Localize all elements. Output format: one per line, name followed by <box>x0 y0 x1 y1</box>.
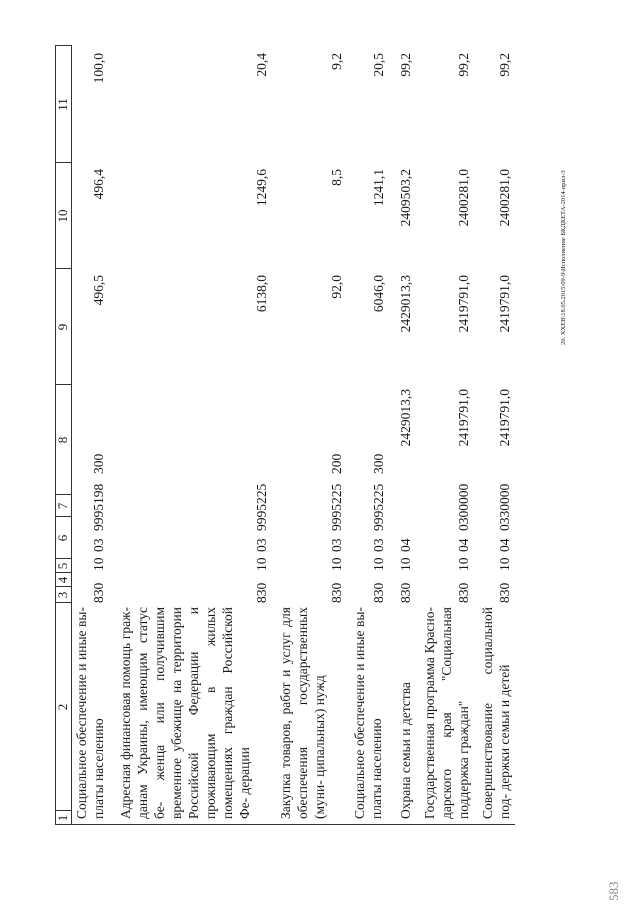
row-code-subsection: 03 <box>329 538 344 552</box>
row-code-subsection: 04 <box>497 538 512 552</box>
header-col-3: 3 <box>55 591 70 599</box>
row-code-grbs: 830 <box>371 582 386 603</box>
header-col-2: 2 <box>55 703 70 711</box>
row-value-col9: 2429013,3 <box>398 275 413 333</box>
row-value-col9: 92,0 <box>329 275 344 299</box>
header-col-5: 5 <box>55 562 70 570</box>
row-value-col10: 2400281,0 <box>497 169 512 227</box>
header-col-9: 9 <box>55 323 70 331</box>
row-value-col8: 2419791,0 <box>456 389 471 447</box>
row-code-grbs: 830 <box>497 582 512 603</box>
header-col-1: 1 <box>55 814 70 822</box>
row-description: Закупка товаров, работ и услуг для обеспечения государственных (муни- ципальных) нужд <box>278 607 327 819</box>
row-code-target: 0330000 <box>497 483 512 531</box>
row-value-col11: 20,5 <box>371 53 386 77</box>
row-code-target: 9995225 <box>329 483 344 531</box>
col-border <box>55 824 515 825</box>
row-value-col9: 2419791,0 <box>456 275 471 333</box>
budget-table <box>55 45 515 825</box>
row-code-kind: 300 <box>371 453 386 474</box>
file-path-footer: 20. XXEB\18.05.2015\09-9\Исполнение БКДКЕТА-2014-прил-3 <box>560 170 567 345</box>
header-col-7: 7 <box>55 502 70 510</box>
row-code-grbs: 830 <box>398 582 413 603</box>
row-value-col9: 6046,0 <box>371 275 386 313</box>
header-col-8: 8 <box>55 436 70 444</box>
row-value-col11: 9,2 <box>329 53 344 70</box>
row-description: Совершенствование социальной под- держки семьи и детей <box>480 607 512 819</box>
row-value-col8: 2429013,3 <box>398 389 413 447</box>
row-description: Социальное обеспечение и иные вы- платы населению <box>352 607 384 819</box>
row-value-col8: 2419791,0 <box>497 389 512 447</box>
row-value-col11: 99,2 <box>398 53 413 77</box>
row-code-section: 10 <box>497 557 512 571</box>
row-value-col10: 2409503,2 <box>398 169 413 227</box>
row-value-col10: 1241,1 <box>371 169 386 207</box>
row-value-col9: 496,5 <box>91 275 106 306</box>
header-bottom-border <box>71 45 72 825</box>
row-value-col9: 6138,0 <box>254 275 269 313</box>
row-code-section: 10 <box>329 557 344 571</box>
row-code-subsection: 04 <box>398 538 413 552</box>
row-code-target: 9995225 <box>371 483 386 531</box>
row-value-col10: 1249,6 <box>254 169 269 207</box>
row-value-col10: 8,5 <box>329 169 344 186</box>
row-value-col10: 496,4 <box>91 169 106 200</box>
row-code-grbs: 830 <box>456 582 471 603</box>
row-value-col9: 2419791,0 <box>497 275 512 333</box>
row-code-subsection: 04 <box>456 538 471 552</box>
row-value-col11: 20,4 <box>254 53 269 77</box>
row-value-col10: 2400281,0 <box>456 169 471 227</box>
header-col-4: 4 <box>55 576 70 584</box>
row-code-grbs: 830 <box>329 582 344 603</box>
row-description: Социальное обеспечение и иные вы- платы населению <box>74 607 106 819</box>
row-code-target: 0300000 <box>456 483 471 531</box>
row-value-col11: 99,2 <box>456 53 471 77</box>
row-code-grbs: 830 <box>91 582 106 603</box>
row-value-col11: 100,0 <box>91 53 106 84</box>
row-description: Охрана семьи и детства <box>398 682 413 819</box>
header-col-11: 11 <box>55 98 70 111</box>
row-code-section: 10 <box>371 557 386 571</box>
row-code-kind: 200 <box>329 453 344 474</box>
row-code-section: 10 <box>254 557 269 571</box>
row-code-grbs: 830 <box>254 582 269 603</box>
row-description: Адресная финансовая помощь граж- данам Украины, имеющим статус бе- женца или получившим временное убежище на территории Российской Федерации и проживающим в жилых помещениях граждан Российской Фе- дерации <box>118 607 252 819</box>
row-value-col11: 99,2 <box>497 53 512 77</box>
row-code-section: 10 <box>456 557 471 571</box>
row-code-subsection: 03 <box>254 538 269 552</box>
row-code-subsection: 03 <box>91 538 106 552</box>
page-number: 583 <box>606 881 621 901</box>
row-code-subsection: 03 <box>371 538 386 552</box>
row-description: Государственная программа Красно- дарского края "Социальная поддержка граждан" <box>422 607 471 819</box>
row-code-target: 9995198 <box>91 483 106 531</box>
row-code-kind: 300 <box>91 453 106 474</box>
header-col-6: 6 <box>55 534 70 542</box>
row-code-target: 9995225 <box>254 483 269 531</box>
header-col-10: 10 <box>55 209 70 223</box>
row-code-section: 10 <box>91 557 106 571</box>
row-code-section: 10 <box>398 557 413 571</box>
